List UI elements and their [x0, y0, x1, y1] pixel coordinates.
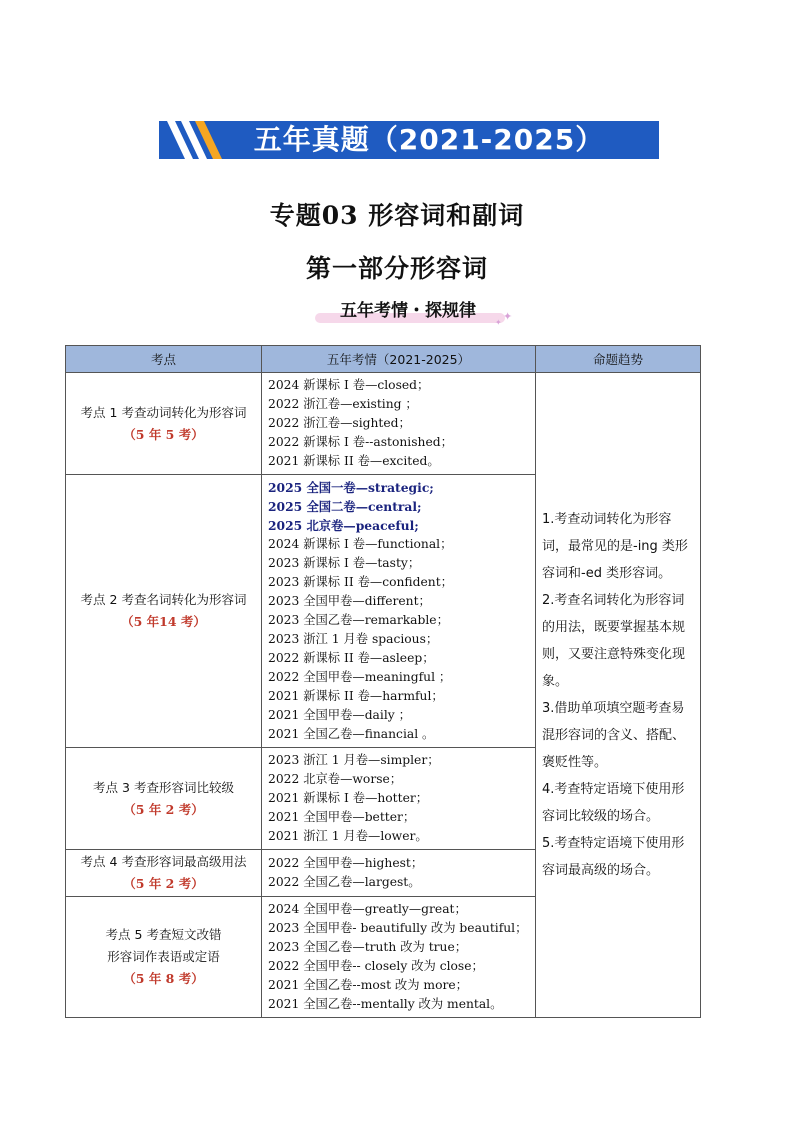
- case-line: 2021 全国乙卷--mentally 改为 mental。: [268, 997, 503, 1011]
- case-line-highlight: 2025 全国二卷—central;: [268, 499, 422, 514]
- sparkle-icon: ✦: [503, 310, 513, 323]
- topic-count: （5 年14 考）: [121, 614, 206, 629]
- case-line: 2024 新课标 I 卷—functional；: [268, 537, 453, 551]
- case-line: 2022 浙江卷—existing ；: [268, 397, 418, 411]
- case-line: 2023 浙江 1 月卷 spacious；: [268, 632, 439, 646]
- header-topic: 考点: [66, 346, 262, 373]
- case-line: 2023 全国甲卷- beautifully 改为 beautiful；: [268, 921, 528, 935]
- topic-cell: [66, 373, 262, 475]
- trend-point: 2.考查名词转化为形容词的用法，既要掌握基本规则，又要注意特殊变化现象。: [542, 593, 686, 689]
- case-line: 2022 全国甲卷-- closely 改为 close；: [268, 959, 484, 973]
- case-line: 2023 全国甲卷—different；: [268, 594, 431, 608]
- topic-cell: [66, 748, 262, 850]
- section-title: 第一部分形容词: [305, 254, 488, 283]
- table-header-row: [66, 346, 701, 373]
- exam-summary-table: [65, 345, 701, 1018]
- cases-cell: [262, 475, 536, 748]
- case-line-highlight: 2025 全国一卷—strategic;: [268, 480, 434, 495]
- case-line: 2023 新课标 II 卷—confident；: [268, 575, 453, 589]
- cases-cell: [262, 897, 536, 1018]
- topic-title: 专题03 形容词和副词: [269, 201, 525, 230]
- topic-label: 考点 3 考查形容词比较级: [93, 779, 234, 795]
- trend-point: 3.借助单项填空题考查易混形容词的含义、搭配、褒贬性等。: [542, 701, 686, 770]
- cases-cell: [262, 373, 536, 475]
- table-row: [66, 373, 701, 475]
- section-tag: [313, 296, 513, 326]
- cases-cell: [262, 748, 536, 850]
- case-line: 2023 全国乙卷—truth 改为 true；: [268, 940, 468, 954]
- case-line: 2024 新课标 I 卷—closed；: [268, 378, 430, 392]
- section-tag-label: 五年考情・探规律: [340, 301, 476, 321]
- topic-count: （5 年 5 考）: [123, 426, 204, 442]
- topic-cell: [66, 897, 262, 1018]
- case-line: 2021 浙江 1 月卷—lower。: [268, 829, 428, 843]
- case-line: 2022 新课标 I 卷--astonished；: [268, 435, 453, 449]
- topic-label-secondary: 形容词作表语或定语: [107, 949, 220, 964]
- case-line: 2021 新课标 I 卷—hotter；: [268, 791, 429, 805]
- topic-count: （5 年 8 考）: [123, 971, 204, 986]
- topic-count: （5 年 2 考）: [123, 801, 204, 817]
- case-line: 2024 全国甲卷—greatly—great；: [268, 902, 467, 916]
- case-line: 2021 全国乙卷--most 改为 more；: [268, 978, 468, 992]
- case-line: 2021 全国甲卷—better；: [268, 810, 416, 824]
- topic-cell: [66, 475, 262, 748]
- case-line: 2022 全国甲卷—highest；: [268, 856, 424, 870]
- case-line: 2022 新课标 II 卷—asleep；: [268, 651, 435, 665]
- case-line: 2021 新课标 II 卷—harmful；: [268, 689, 444, 703]
- case-line: 2022 全国甲卷—meaningful ；: [268, 670, 452, 684]
- case-line: 2023 新课标 I 卷—tasty；: [268, 556, 421, 570]
- trend-point: 5.考查特定语境下使用形容词最高级的场合。: [542, 836, 685, 878]
- topic-label: 考点 5 考查短文改错: [105, 927, 222, 942]
- topic-count: （5 年 2 考）: [123, 876, 204, 891]
- case-line: 2022 北京卷—worse；: [268, 772, 403, 786]
- header-cases: 五年考情（2021-2025）: [262, 346, 536, 373]
- case-line: 2022 浙江卷—sighted；: [268, 416, 411, 430]
- topic-label: 考点 4 考查形容词最高级用法: [80, 854, 247, 869]
- case-line: 2022 全国乙卷—largest。: [268, 875, 421, 889]
- topic-cell: [66, 850, 262, 897]
- banner-title: 五年真题（2021-2025）: [253, 123, 605, 156]
- case-line: 2021 全国乙卷—financial 。: [268, 727, 435, 741]
- case-line: 2021 新课标 II 卷—excited。: [268, 454, 440, 468]
- case-line: 2023 浙江 1 月卷—simpler；: [268, 753, 440, 767]
- header-trend: 命题趋势: [536, 346, 701, 373]
- sparkle-icon: ✦: [495, 318, 502, 327]
- trend-point: 4.考查特定语境下使用形容词比较级的场合。: [542, 782, 685, 824]
- trend-cell: [536, 373, 701, 1018]
- case-line: 2023 全国乙卷—remarkable；: [268, 613, 449, 627]
- case-line: 2021 全国甲卷—daily ；: [268, 708, 411, 722]
- title-banner: [159, 121, 659, 159]
- topic-label: 考点 2 考查名词转化为形容词: [80, 592, 247, 607]
- cases-cell: [262, 850, 536, 897]
- topic-label: 考点 1 考查动词转化为形容词: [80, 404, 247, 420]
- trend-point: 1.考查动词转化为形容词，最常见的是-ing 类形容词和-ed 类形容词。: [542, 512, 688, 581]
- case-line-highlight: 2025 北京卷—peaceful;: [268, 518, 419, 533]
